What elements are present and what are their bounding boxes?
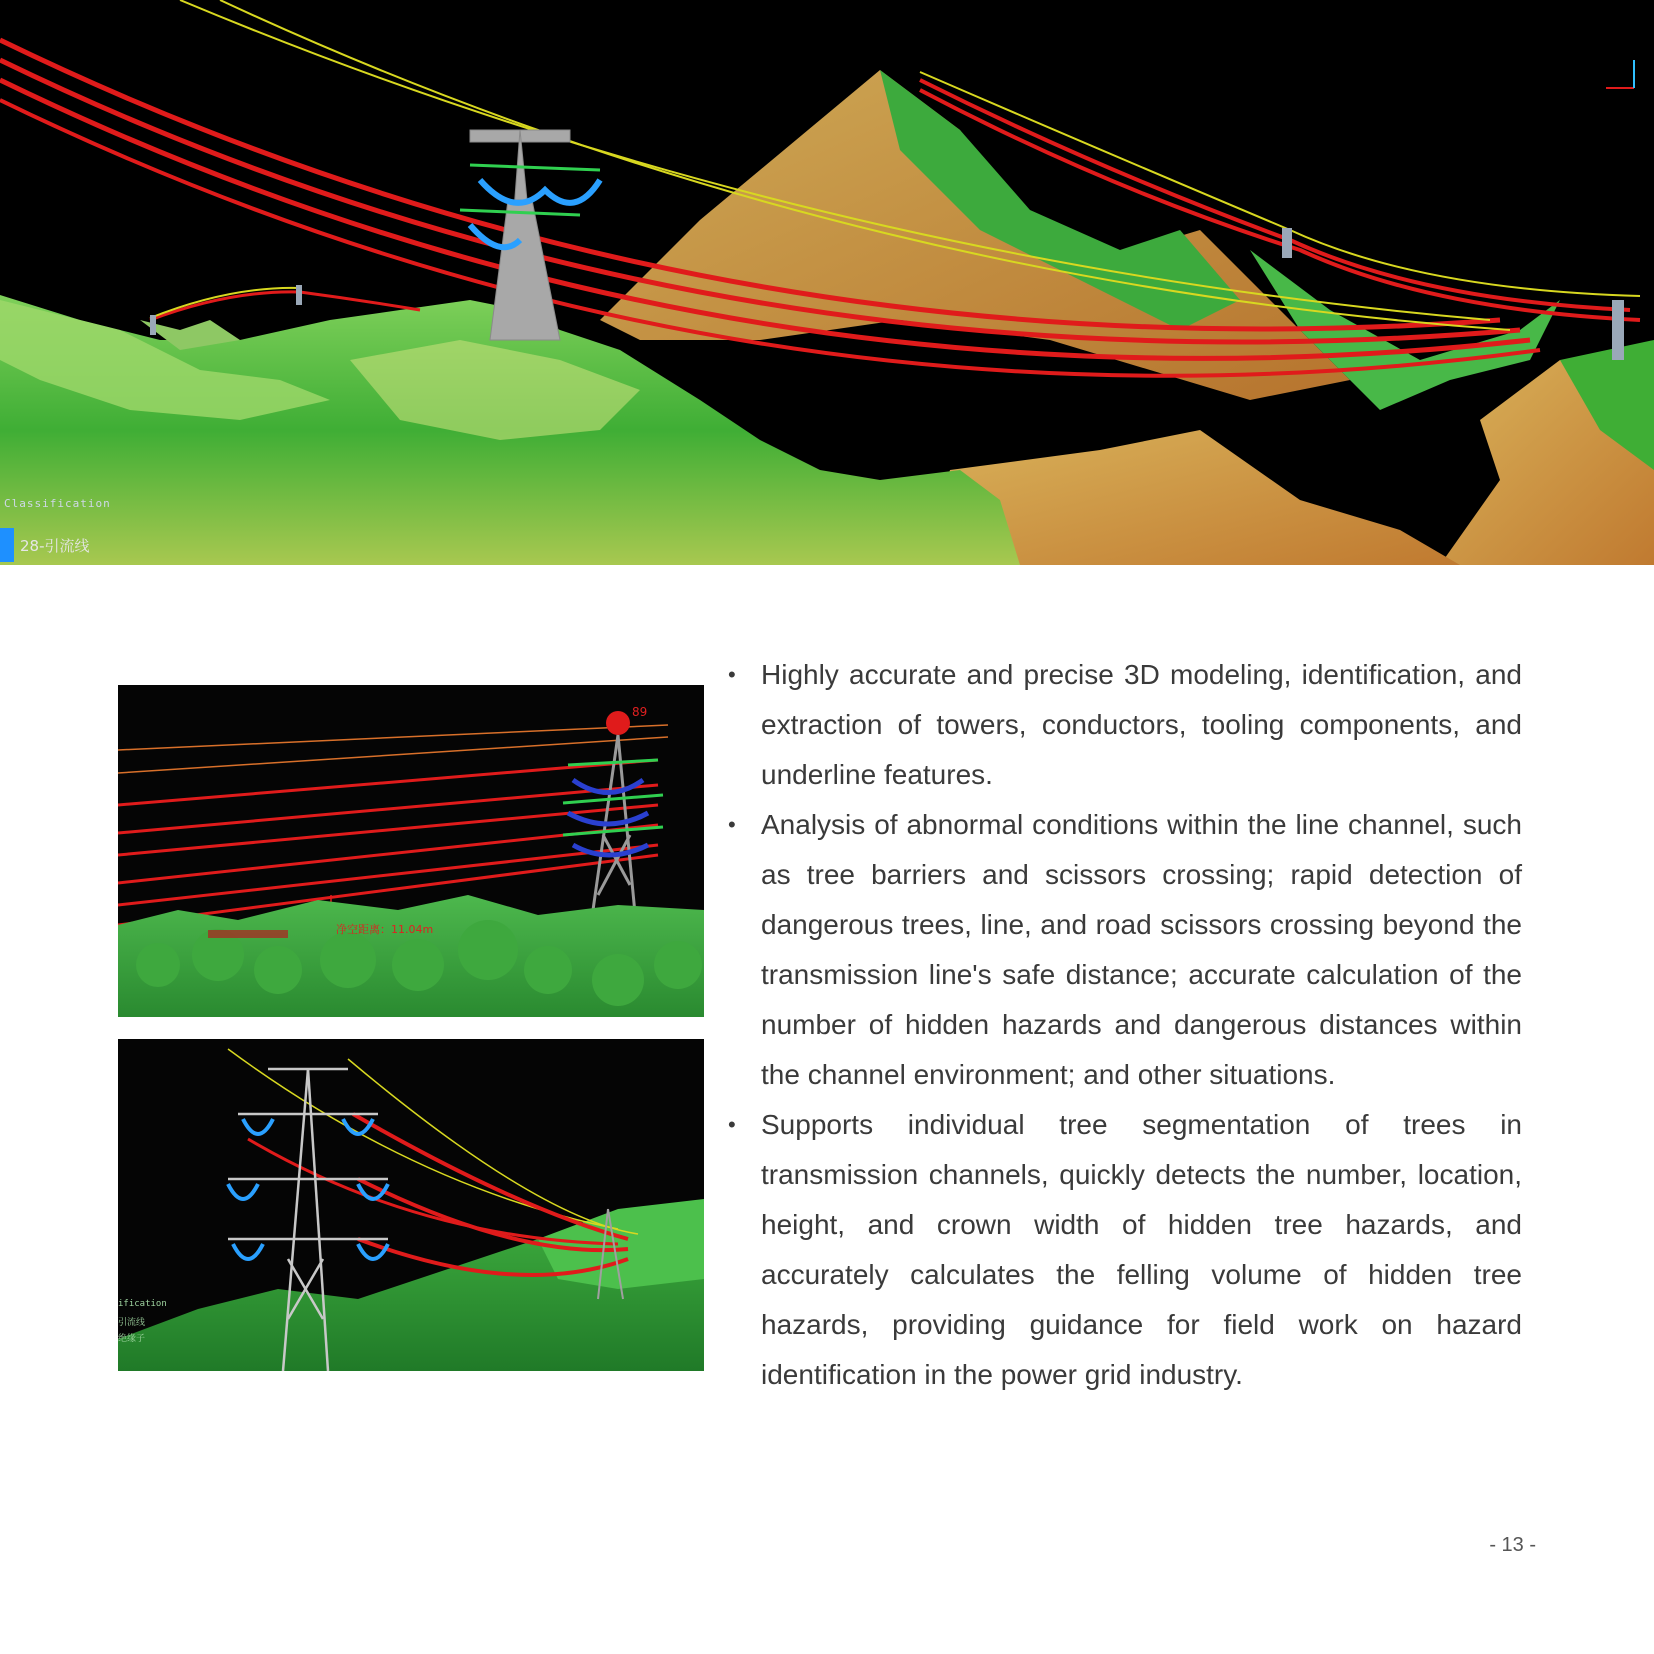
hero-pointcloud-graphic: [0, 0, 1654, 565]
thumbnail-tower-image: [118, 1039, 704, 1371]
tag-number-label: 89: [632, 705, 648, 719]
hero-pointcloud-image: [0, 0, 1654, 565]
thumbnail-clearance-image: [118, 685, 704, 1017]
bullet-dot-icon: •: [728, 1112, 736, 1137]
thumbnail-tower-graphic: [118, 1039, 704, 1371]
page-number: - 13 -: [1489, 1534, 1536, 1556]
thumbnail-clearance-graphic: [118, 685, 704, 1017]
legend-swatch: [0, 528, 14, 562]
bullet-text: Supports individual tree segmentation of trees in transmission channels, quickly detects the number, location, height, and crown width of hidden tree hazards, and accurately calculates the felling volume of hidden tree hazards, providing guidance for field work on hazard identification in the power grid industry.: [761, 1109, 1522, 1390]
side-label-2: 引流线: [118, 1318, 146, 1328]
bullet-text: Analysis of abnormal conditions within the line channel, such as tree barriers and scissors crossing; rapid detection of dangerous trees, line, and road scissors crossing beyond the transmission line's safe distance; accurate calculation of the number of hidden hazards and dangerous distances within the channel environment; and other situations.: [761, 809, 1522, 1090]
side-label-3: 绝缘子: [118, 1334, 146, 1344]
clearance-distance-label: 净空距离：11.04m: [336, 923, 434, 936]
bullet-item-analysis: [722, 800, 1522, 1100]
bullet-dot-icon: •: [728, 812, 736, 837]
bullet-item-modeling: [722, 650, 1522, 800]
hero-overlay-label: Classification: [4, 497, 111, 510]
bullet-text: Highly accurate and precise 3D modeling, identification, and extraction of towers, conductors, tooling components, and underline features.: [761, 659, 1522, 790]
bullet-item-segmentation: [722, 1100, 1522, 1400]
hero-legend: [0, 528, 90, 562]
feature-bullet-list: [722, 650, 1522, 1400]
side-label-1: ification: [118, 1299, 167, 1309]
bullet-dot-icon: •: [728, 662, 736, 687]
legend-label: 28-引流线: [20, 536, 90, 555]
